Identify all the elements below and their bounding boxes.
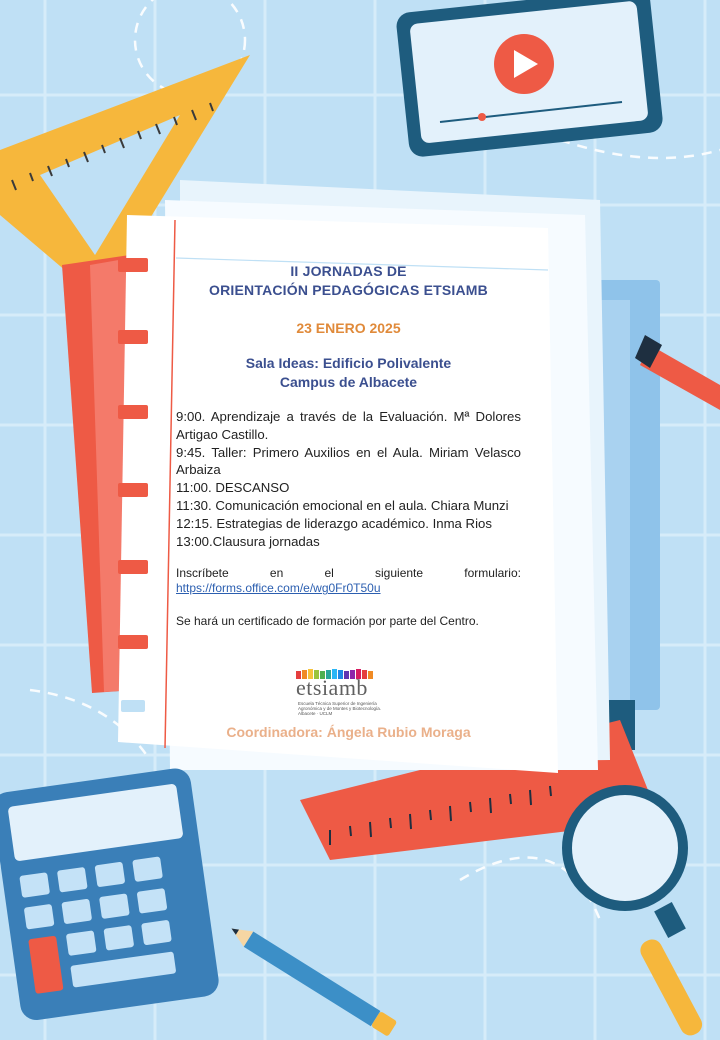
schedule-item: 9:45. Taller: Primero Auxilios en el Aula. Miriam Velasco Arbaiza (176, 444, 521, 478)
logo-wordmark: etsiamb (296, 675, 368, 700)
signup-word: en (269, 566, 284, 581)
venue-line-2: Campus de Albacete (279, 374, 418, 390)
etsiamb-logo (294, 669, 382, 719)
schedule-item: 9:00. Aprendizaje a través de la Evaluación. Mª Dolores Artigao Castillo. (176, 409, 521, 442)
event-date: 23 ENERO 2025 (296, 320, 401, 336)
signup-word: formulario: (464, 566, 521, 581)
title-line-2: ORIENTACIÓN PEDAGÓGICAS ETSIAMB (209, 282, 488, 298)
signup-word: siguiente (375, 566, 424, 581)
title-line-1: II JORNADAS DE (290, 263, 407, 279)
pencil-icon (227, 921, 398, 1037)
signup-section (176, 566, 521, 596)
phone-video-icon (395, 0, 664, 158)
schedule-item: 11:30. Comunicación emocional en el aula. Chiara Munzi (176, 497, 509, 513)
coordinator: Coordinadora: Ángela Rubio Moraga (226, 724, 471, 740)
certificate-note: Se hará un certificado de formación por parte del Centro. (176, 614, 479, 629)
poster-content (176, 262, 521, 628)
signup-word: Inscríbete (176, 566, 229, 581)
schedule-item: 12:15. Estrategias de liderazgo académico. Inma Rios (176, 515, 492, 531)
event-title (176, 262, 521, 300)
signup-link[interactable]: https://forms.office.com/e/wg0Fr0T50u (176, 581, 381, 596)
signup-word: el (324, 566, 334, 581)
schedule-item: 11:00. DESCANSO (176, 480, 290, 496)
schedule-list (176, 408, 521, 550)
schedule-item: 13:00.Clausura jornadas (176, 533, 320, 549)
event-venue (176, 354, 521, 392)
logo-subtitle: Escuela Técnica Superior de Ingeniería Agronómica y de Montes y Biotecnología. Albacete · UCLM (298, 701, 382, 716)
signup-text (176, 566, 521, 581)
calculator-icon (0, 766, 221, 1022)
magnifier-icon (567, 790, 706, 1039)
venue-line-1: Sala Ideas: Edificio Polivalente (245, 355, 452, 371)
